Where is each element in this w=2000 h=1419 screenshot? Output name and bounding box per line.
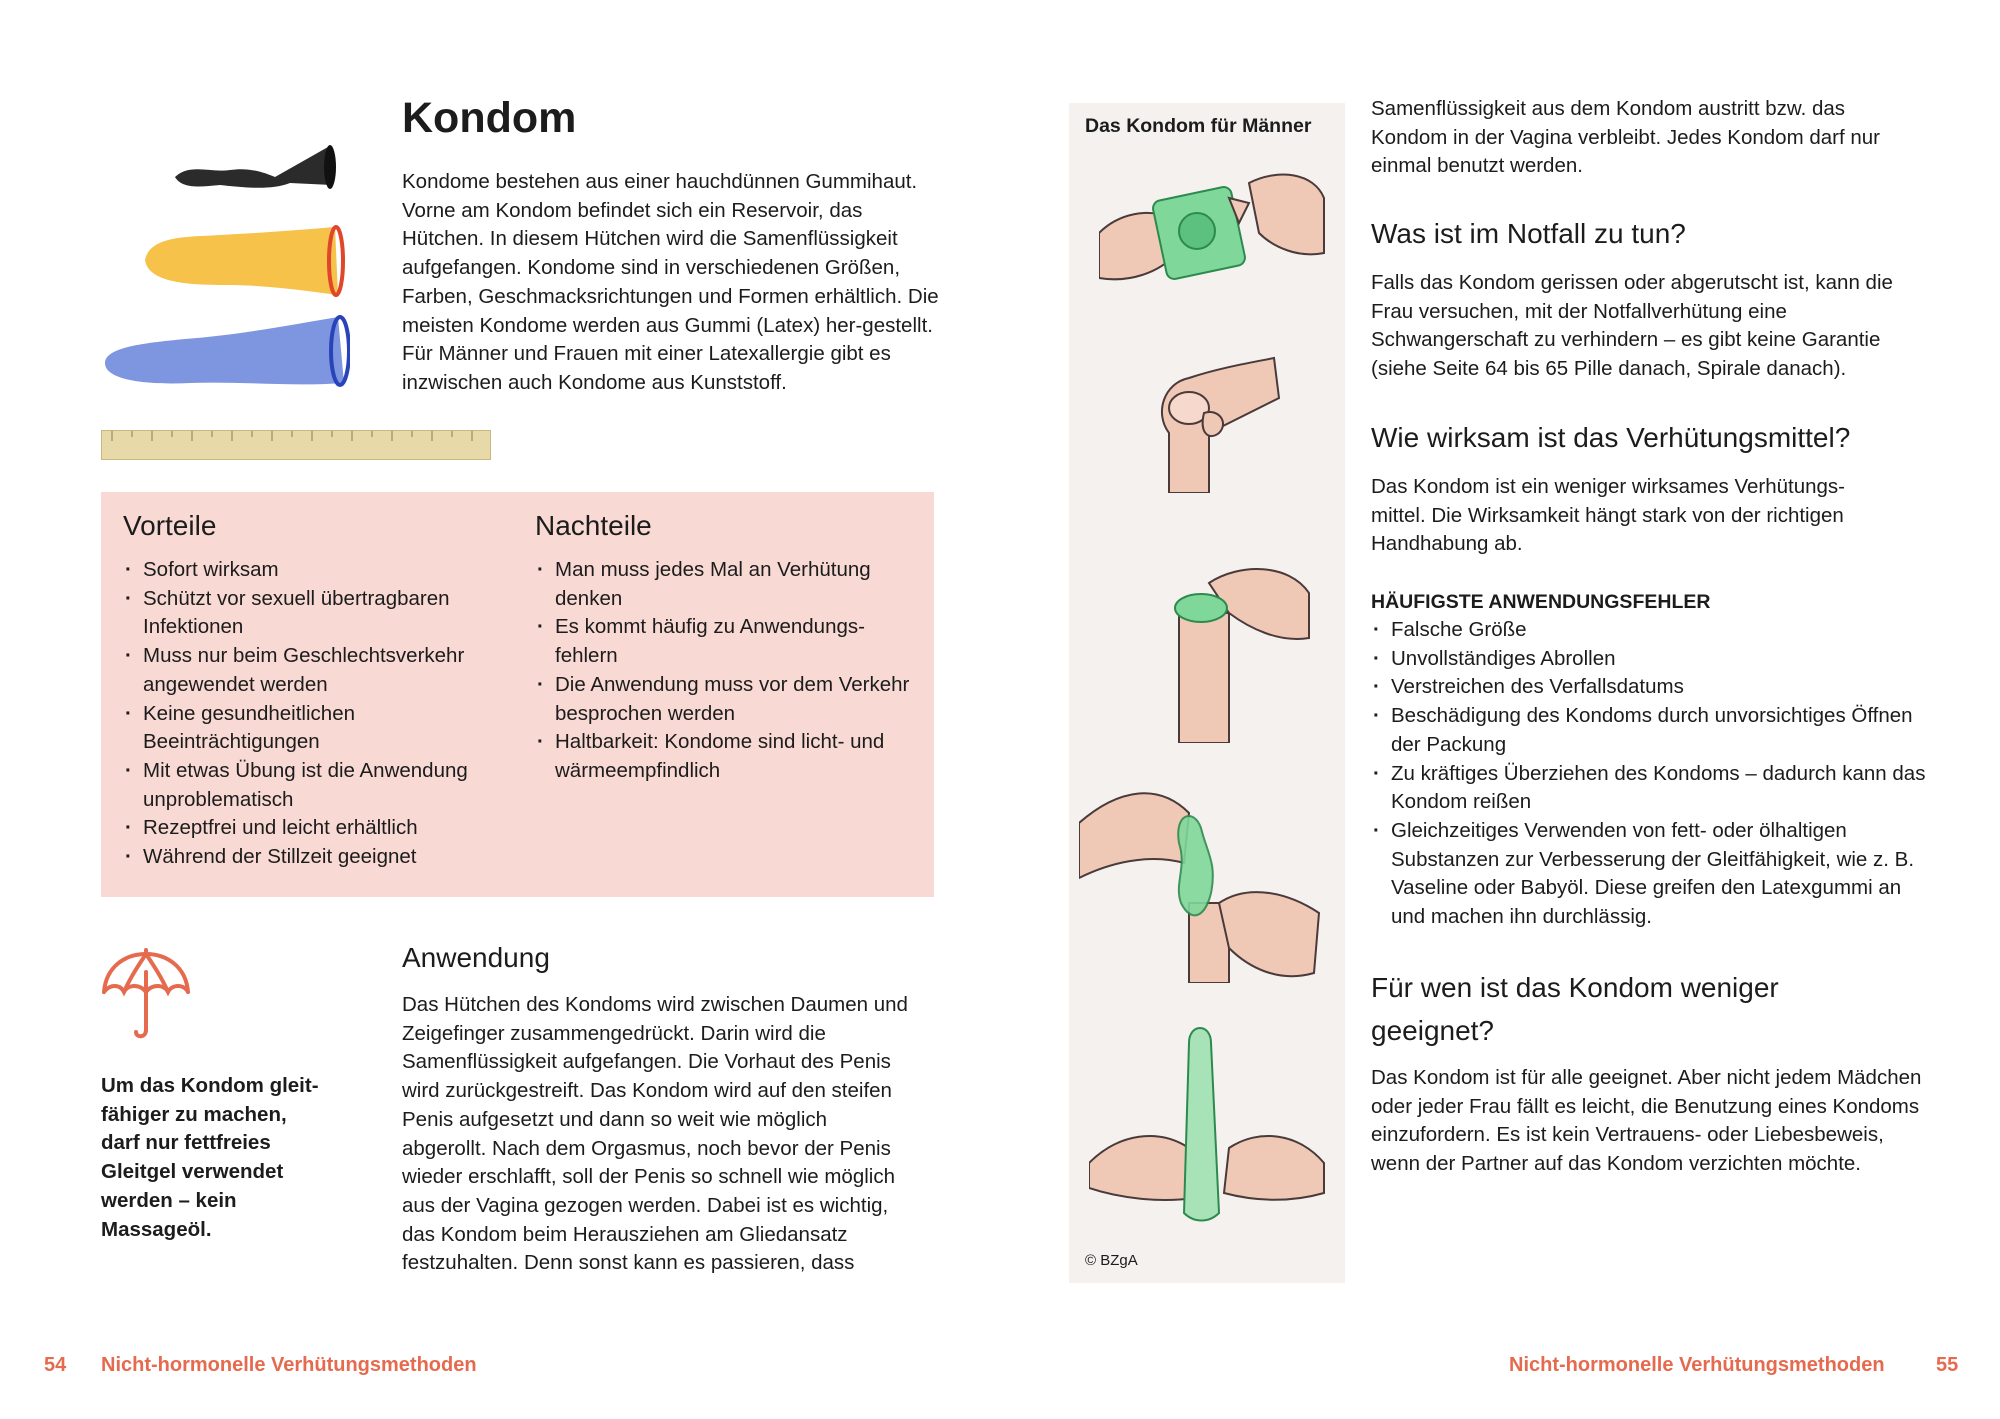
list-item: · Falsche Größe bbox=[1371, 616, 1926, 645]
notfall-heading: Was ist im Notfall zu tun? bbox=[1371, 218, 1686, 249]
notfall-text: Falls das Kondom gerissen oder abgerutscht ist, kann die Frau versuchen, mit der Notfallverhütung eine Schwangerschaft zu verhindern – es gibt keine Garantie (siehe Seite 64 bis 65 Pille danach, Spirale danach). bbox=[1371, 271, 1893, 381]
list-item: · Unvollständiges Abrollen bbox=[1371, 645, 1926, 674]
list-item: · Es kommt häufig zu Anwendungs-fehlern bbox=[535, 613, 910, 670]
footer-section: Nicht-hormonelle Verhütungsmethoden bbox=[1509, 1354, 1885, 1376]
weniger-heading: Für wen ist das Kondom weniger geeignet? bbox=[1371, 972, 1779, 1046]
list-item: · Muss nur beim Geschlechtsverkehr angewendet werden bbox=[123, 642, 498, 699]
footer-section: Nicht-hormonelle Verhütungsmethoden bbox=[101, 1354, 477, 1376]
anwendung-text: Das Hütchen des Kondoms wird zwischen Daumen und Zeigefinger zusammengedrückt. Darin wird die Samenflüssigkeit aufgefangen. Die Vorhaut des Penis wird zurückgestreift. Das Kondom wird auf den steifen Penis aufgesetzt und dann so weit wie möglich abgerollt. Nach dem Orgasmus, noch bevor der Penis wieder erschlafft, soll der Penis so schnell wie möglich aus der Vagina gezogen werden. Dabei ist es wichtig, das Kondom beim Herausziehen am Gliedansatz festzuhalten. Denn sonst kann es passieren, dass bbox=[402, 993, 908, 1275]
step-5-illustration bbox=[1089, 1023, 1329, 1243]
step-1-illustration bbox=[1099, 163, 1329, 303]
vorteile-heading: Vorteile bbox=[123, 510, 217, 541]
fehler-heading: HÄUFIGSTE ANWENDUNGSFEHLER bbox=[1371, 591, 1711, 613]
list-item: · Sofort wirksam bbox=[123, 556, 498, 585]
list-item: · Rezeptfrei und leicht erhältlich bbox=[123, 814, 498, 843]
step-3-illustration bbox=[1169, 563, 1319, 743]
list-item: · Gleichzeitiges Verwenden von fett- oder ölhaltigen Substanzen zur Verbesserung der Gleitfähigkeit, wie z. B. Vaseline oder Babyöl. Diese greifen den Latexgummi an und machen ihn durchlässig. bbox=[1371, 817, 1926, 932]
list-item: · Während der Stillzeit geeignet bbox=[123, 843, 498, 872]
steps-panel bbox=[1069, 103, 1345, 1283]
nachteile-list bbox=[535, 556, 910, 786]
wirksam-text: Das Kondom ist ein weniger wirksames Verhütungs-mittel. Die Wirksamkeit hängt stark von der richtigen Handhabung ab. bbox=[1371, 475, 1845, 556]
nachteile-heading: Nachteile bbox=[535, 510, 652, 541]
steps-title: Das Kondom für Männer bbox=[1085, 115, 1312, 137]
step-2-illustration bbox=[1149, 353, 1289, 493]
right-page bbox=[1000, 0, 2000, 1419]
umbrella-icon bbox=[100, 948, 192, 1040]
step-4-illustration bbox=[1079, 783, 1329, 983]
tip-text: Um das Kondom gleit-fähiger zu machen, darf nur fettfreies Gleitgel verwendet werden – kein Massageöl. bbox=[101, 1074, 319, 1241]
wirksam-heading: Wie wirksam ist das Verhütungsmittel? bbox=[1371, 422, 1851, 453]
intro-text: Kondome bestehen aus einer hauchdünnen Gummihaut. Vorne am Kondom befindet sich ein Reservoir, das Hütchen. In diesem Hütchen wird die Samenflüssigkeit aufgefangen. Kondome sind in verschiedenen Größen, Farben, Geschmacksrichtungen und Formen erhältlich. Die meisten Kondome werden aus Gummi (Latex) her-gestellt. Für Männer und Frauen mit einer Latexallergie gibt es inzwischen auch Kondome aus Kunststoff. bbox=[402, 170, 939, 394]
page-number: 54 bbox=[44, 1354, 67, 1376]
list-item: · Keine gesundheitlichen Beeinträchtigungen bbox=[123, 700, 498, 757]
vorteile-column bbox=[123, 508, 523, 872]
page-title: Kondom bbox=[402, 94, 577, 142]
ruler-icon bbox=[101, 430, 491, 460]
condom-photos bbox=[100, 125, 350, 395]
list-item: · Schützt vor sexuell übertragbaren Infektionen bbox=[123, 585, 498, 642]
list-item: · Man muss jedes Mal an Verhütung denken bbox=[535, 556, 910, 613]
weniger-text: Das Kondom ist für alle geeignet. Aber nicht jedem Mädchen oder jeder Frau fällt es leicht, die Benutzung eines Kondoms einzufordern. Es ist kein Vertrauens- oder Liebesbeweis, wenn der Partner auf das Kondom verzichten möchte. bbox=[1371, 1066, 1922, 1176]
list-item: · Die Anwendung muss vor dem Verkehr besprochen werden bbox=[535, 671, 910, 728]
condom-blue-icon bbox=[105, 317, 349, 385]
page-number: 55 bbox=[1936, 1354, 1959, 1376]
copyright-text: © BZgA bbox=[1085, 1252, 1138, 1269]
pros-cons-box bbox=[101, 492, 934, 897]
condom-black-icon bbox=[175, 145, 336, 189]
list-item: · Beschädigung des Kondoms durch unvorsichtiges Öffnen der Packung bbox=[1371, 702, 1926, 759]
list-item: · Zu kräftiges Überziehen des Kondoms – dadurch kann das Kondom reißen bbox=[1371, 760, 1926, 817]
list-item: · Verstreichen des Verfallsdatums bbox=[1371, 673, 1926, 702]
nachteile-column bbox=[535, 508, 925, 786]
continuation-text: Samenflüssigkeit aus dem Kondom austritt bzw. das Kondom in der Vagina verbleibt. Jedes Kondom darf nur einmal benutzt werden. bbox=[1371, 97, 1881, 178]
condom-yellow-icon bbox=[145, 227, 343, 295]
list-item: · Haltbarkeit: Kondome sind licht- und wärmeempfindlich bbox=[535, 728, 910, 785]
vorteile-list bbox=[123, 556, 498, 872]
fehler-list bbox=[1371, 616, 1926, 932]
anwendung-heading: Anwendung bbox=[402, 942, 550, 973]
list-item: · Mit etwas Übung ist die Anwendung unproblematisch bbox=[123, 757, 498, 814]
